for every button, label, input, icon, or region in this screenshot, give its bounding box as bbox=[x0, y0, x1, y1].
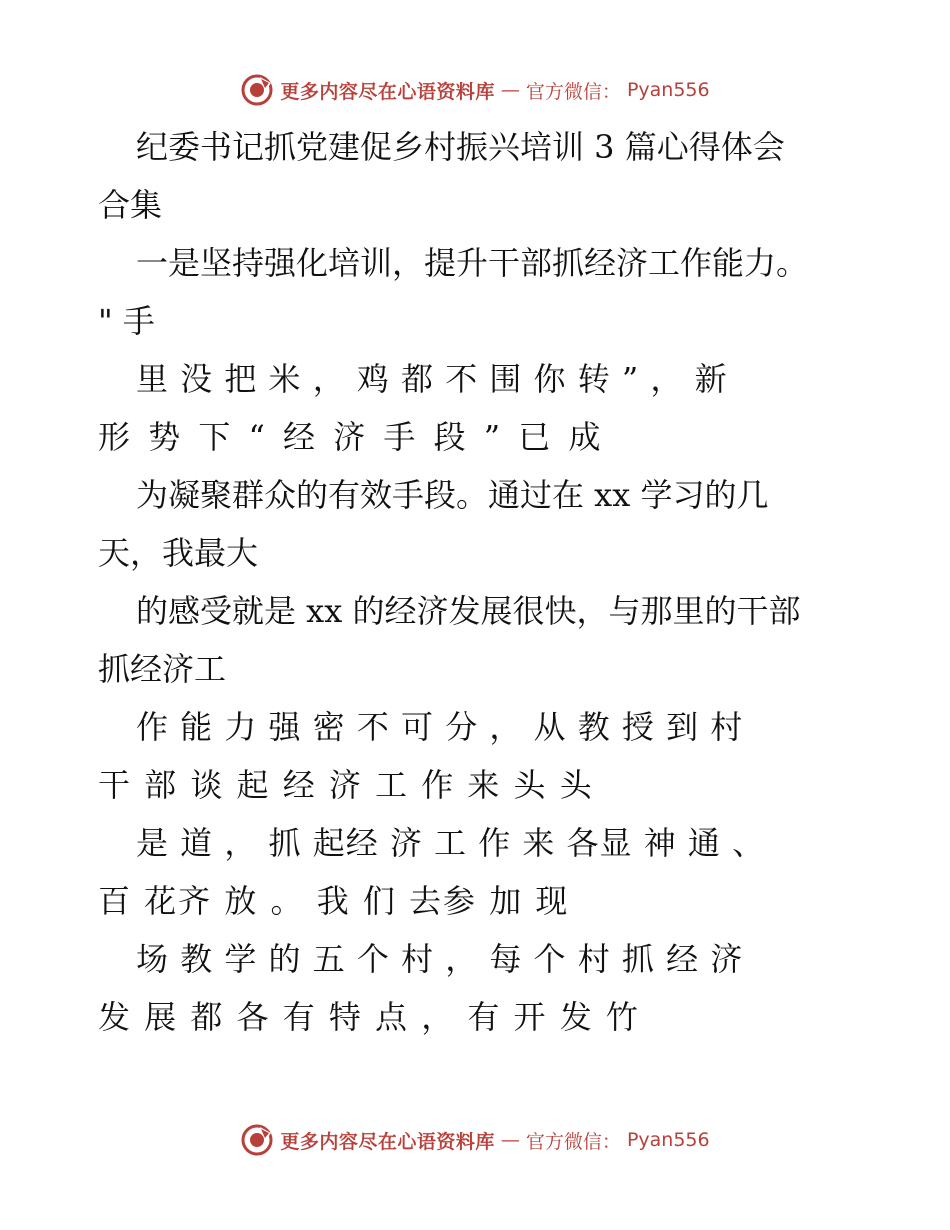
text-line: 为凝聚群众的有效手段。通过在 xx 学习的几 bbox=[136, 476, 769, 514]
watermark-text: 更多内容尽在心语资料库 bbox=[280, 1130, 495, 1153]
text-line: 形 势 下 “ 经 济 手 段 ” 已 成 bbox=[98, 418, 605, 456]
text-line: 发 展 都 各 有 特 点 ， 有 开 发 竹 bbox=[98, 998, 640, 1036]
header-watermark bbox=[0, 70, 950, 110]
text-line: 百 花齐 放 。 我 们 去参 加 现 bbox=[98, 882, 570, 920]
watermark-separator: — bbox=[500, 1129, 520, 1151]
text-line: 抓经济工 bbox=[98, 650, 227, 688]
text-line: 场 教 学 的 五 个 村 ， 每 个 村 抓 经 济 bbox=[136, 940, 744, 978]
watermark-wechat-id: Pyan556 bbox=[626, 79, 710, 101]
watermark-wechat-id: Pyan556 bbox=[626, 1129, 710, 1151]
text-line: 作 能 力 强 密 不 可 分 ， 从 教 授 到 村 bbox=[136, 708, 744, 746]
text-line: 干 部 谈 起 经 济 工 作 来 头 头 bbox=[98, 766, 594, 804]
text-line: 一是坚持强化培训，提升干部抓经济工作能力。 bbox=[136, 244, 809, 282]
document-body bbox=[98, 118, 858, 1046]
watermark-wechat-label: 官方微信： bbox=[525, 1130, 621, 1153]
watermark-wechat-label: 官方微信： bbox=[525, 80, 621, 103]
text-line: 天，我最大 bbox=[98, 534, 259, 572]
watermark-text: 更多内容尽在心语资料库 bbox=[280, 80, 495, 103]
text-line: 的感受就是 xx 的经济发展很快，与那里的干部 bbox=[136, 592, 801, 630]
title-line-1: 纪委书记抓党建促乡村振兴培训 3 篇心得体会 bbox=[136, 128, 785, 166]
footer-watermark bbox=[0, 1120, 950, 1160]
watermark-separator: — bbox=[500, 79, 520, 101]
text-line: 是 道 ， 抓 起经 济 工 作 来 各显 神 通 、 bbox=[136, 824, 766, 862]
text-line: 里 没 把 米 ， 鸡 都 不 围 你 转 ” ， 新 bbox=[136, 360, 728, 398]
text-line: " 手 bbox=[98, 302, 155, 340]
logo-icon bbox=[240, 73, 274, 107]
logo-icon bbox=[240, 1123, 274, 1157]
title-line-2: 合集 bbox=[98, 186, 163, 224]
